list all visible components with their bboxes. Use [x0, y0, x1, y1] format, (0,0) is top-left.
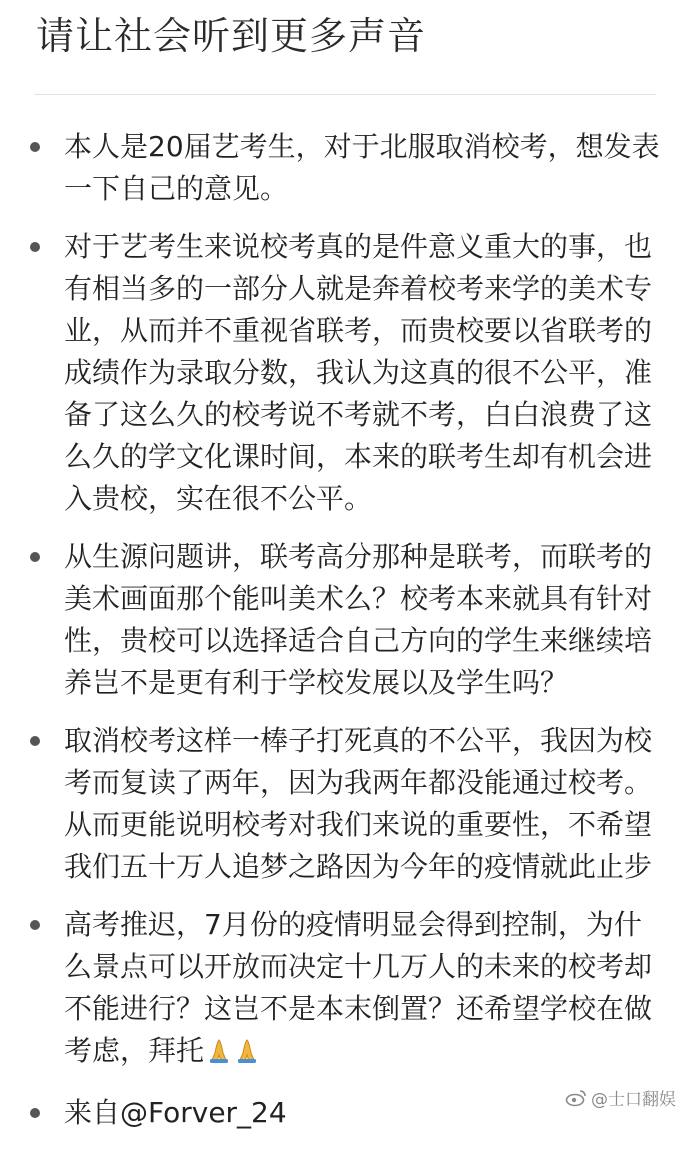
- title-divider: [34, 94, 656, 95]
- list-item-text: 对于艺考生来说校考真的是件意义重大的事，也有相当多的一部分人就是奔着校考来学的美术专业，从而并不重视省联考，而贵校要以省联考的成绩作为录取分数，我认为这真的很不公平，准备了这么久的校考说不考就不考，白白浪费了这么久的学文化课时间，本来的联考生却有机会进入贵校，实在很不公平。: [64, 230, 653, 515]
- list-item-text: 本人是20届艺考生，对于北服取消校考，想发表一下自己的意见。: [64, 130, 660, 205]
- praying-hands-icon: [206, 1034, 232, 1076]
- praying-hands-icon: [234, 1034, 260, 1076]
- page-title: 请让社会听到更多声音: [36, 14, 427, 58]
- bullet-icon: [30, 1108, 40, 1118]
- bullet-icon: [30, 142, 40, 152]
- bullet-icon: [30, 242, 40, 252]
- bullet-icon: [30, 920, 40, 930]
- list-item: [0, 904, 690, 1076]
- watermark: [565, 1085, 676, 1110]
- weibo-icon: [565, 1089, 587, 1107]
- list-item: [0, 226, 690, 520]
- list-item: [0, 126, 690, 210]
- list-item-text: 从生源问题讲，联考高分那种是联考，而联考的美术画面那个能叫美术么？校考本来就具有针对性，贵校可以选择适合自己方向的学生来继续培养岂不是更有利于学校发展以及学生吗？: [64, 540, 653, 699]
- watermark-text: @士口翻娱: [591, 1090, 676, 1110]
- list-item-text: 取消校考这样一棒子打死真的不公平，我因为校考而复读了两年，因为我两年都没能通过校考。从而更能说明校考对我们来说的重要性，不希望我们五十万人追梦之路因为今年的疫情就此止步: [64, 724, 653, 883]
- bullet-icon: [30, 736, 40, 746]
- list-item-text: 来自@Forver_24: [64, 1096, 287, 1129]
- list-item-text: 高考推迟，7月份的疫情明显会得到控制，为什么景点可以开放而决定十几万人的未来的校考却不能进行？这岂不是本末倒置？还希望学校在做考虑，拜托: [64, 908, 653, 1067]
- list-item: [0, 536, 690, 704]
- list-item: [0, 720, 690, 888]
- bullet-icon: [30, 552, 40, 562]
- bullet-list: [0, 126, 690, 1150]
